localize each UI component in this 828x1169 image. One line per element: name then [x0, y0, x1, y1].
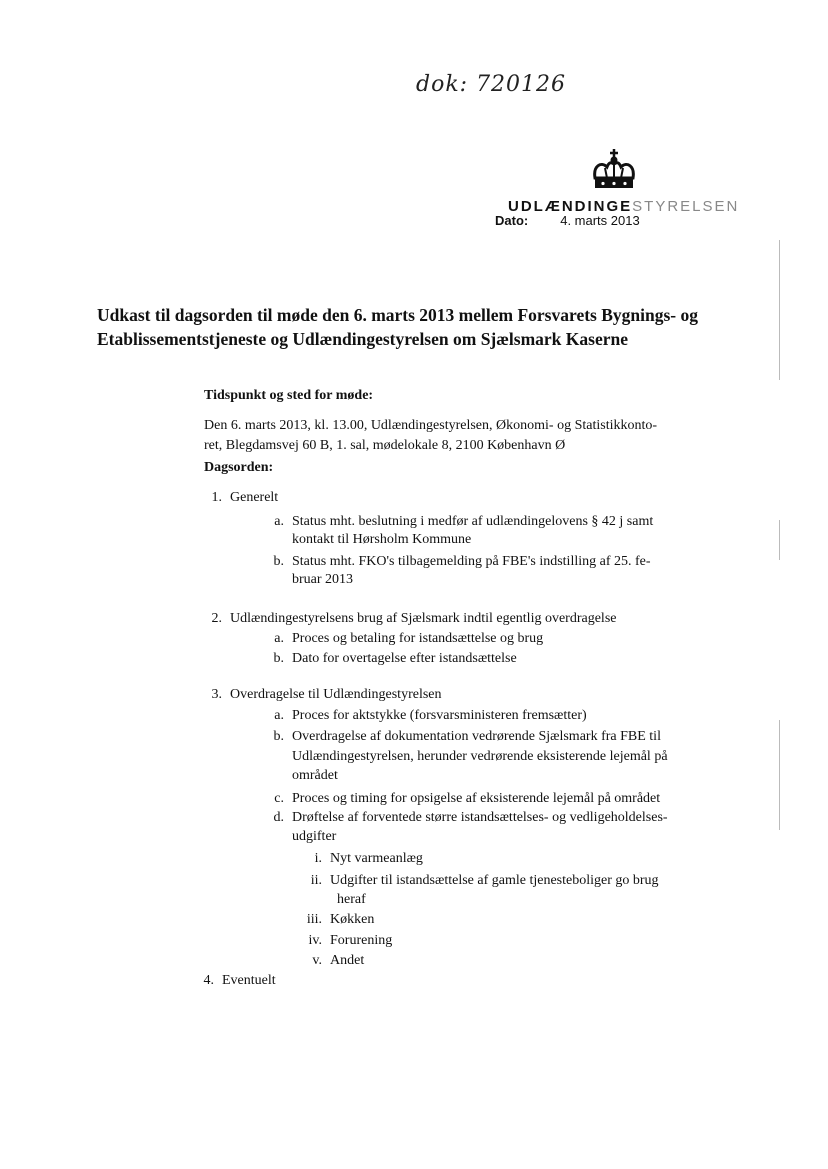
agenda-subitem-ii-line-2: heraf	[337, 892, 366, 907]
item-label: Overdragelse til Udlændingestyrelsen	[230, 687, 442, 702]
agenda-item-1	[200, 488, 278, 508]
item-label: Udlændingestyrelsens brug af Sjælsmark indtil egentlig overdragelse	[230, 611, 617, 626]
meeting-line-2: ret, Blegdamsvej 60 B, 1. sal, mødelokale 8, 2100 København Ø	[204, 438, 566, 453]
item-number: 4.	[203, 973, 214, 988]
item-marker: c.	[274, 791, 284, 806]
agenda-subitem-v	[300, 951, 364, 971]
agenda-item-1a-line-2: kontakt til Hørsholm Kommune	[292, 532, 472, 547]
item-text: Køkken	[330, 912, 375, 927]
agency-name-bold: UDLÆNDINGE	[508, 198, 633, 215]
agenda-item-2	[200, 609, 616, 629]
item-text: Status mht. FKO's tilbagemelding på FBE's indstilling af 25. fe-	[292, 554, 651, 569]
item-text: Proces for aktstykke (forsvarsministeren fremsætter)	[292, 708, 587, 723]
item-label: Eventuelt	[222, 973, 276, 988]
scan-artifact-line	[779, 720, 780, 830]
item-marker: a.	[274, 631, 284, 646]
agenda-item-1b	[262, 552, 651, 572]
scan-artifact-line	[779, 240, 780, 380]
agenda-item-3c	[262, 789, 660, 809]
item-label: Generelt	[230, 490, 279, 505]
meeting-details	[204, 416, 704, 456]
item-marker: iii.	[306, 912, 322, 927]
crown-icon	[590, 148, 638, 192]
item-marker: a.	[274, 708, 284, 723]
document-title	[97, 303, 737, 351]
item-marker: b.	[273, 651, 284, 666]
item-number: 2.	[211, 611, 222, 626]
agenda-item-3b-line-2: Udlændingestyrelsen, herunder vedrørende eksisterende lejemål på	[292, 749, 668, 764]
agenda-item-3a	[262, 706, 587, 726]
agenda-subitem-i	[300, 849, 423, 869]
item-number: 1.	[211, 490, 222, 505]
agenda-subitem-iii	[300, 910, 374, 930]
item-marker: b.	[273, 729, 284, 744]
agenda-heading: Dagsorden:	[204, 460, 274, 475]
handwritten-document-number: dok: 720126	[416, 72, 567, 97]
agenda-item-1b-line-2: bruar 2013	[292, 572, 354, 587]
item-text: Andet	[330, 953, 365, 968]
scan-artifact-line	[779, 520, 780, 560]
agenda-item-3d-line-2: udgifter	[292, 829, 337, 844]
item-marker: ii.	[310, 873, 322, 888]
item-number: 3.	[211, 687, 222, 702]
agenda-subitem-iv	[300, 931, 392, 951]
item-text: Proces og betaling for istandsættelse og brug	[292, 631, 544, 646]
item-text: Proces og timing for opsigelse af eksisterende lejemål på området	[292, 791, 661, 806]
agenda-item-2b	[262, 649, 517, 669]
item-marker: iv.	[308, 933, 322, 948]
agenda-item-1a	[262, 512, 653, 532]
meeting-heading: Tidspunkt og sted for møde:	[204, 388, 374, 403]
item-marker: b.	[273, 554, 284, 569]
meeting-line-1: Den 6. marts 2013, kl. 13.00, Udlændingestyrelsen, Økonomi- og Statistikkonto-	[204, 418, 658, 433]
title-line-2: Etablissementstjeneste og Udlændingestyrelsen om Sjælsmark Kaserne	[97, 329, 628, 349]
date-value: 4. marts 2013	[560, 213, 640, 228]
title-line-1: Udkast til dagsorden til møde den 6. marts 2013 mellem Forsvarets Bygnings- og	[97, 305, 698, 325]
agenda-item-4	[192, 971, 276, 991]
item-marker: v.	[312, 953, 322, 968]
item-text: Status mht. beslutning i medfør af udlændingelovens § 42 j samt	[292, 514, 654, 529]
item-text: Dato for overtagelse efter istandsættelse	[292, 651, 517, 666]
item-text: Overdragelse af dokumentation vedrørende Sjælsmark fra FBE til	[292, 729, 661, 744]
item-text: Udgifter til istandsættelse af gamle tjenesteboliger go brug	[330, 873, 659, 888]
item-marker: d.	[273, 810, 284, 825]
agenda-item-3b	[262, 727, 661, 747]
agenda-item-2a	[262, 629, 543, 649]
date-line	[495, 213, 640, 228]
agenda-item-3d	[262, 808, 668, 828]
item-text: Nyt varmeanlæg	[330, 851, 423, 866]
item-marker: i.	[314, 851, 322, 866]
item-text: Drøftelse af forventede større istandsættelses- og vedligeholdelses-	[292, 810, 668, 825]
agenda-item-3b-line-3: området	[292, 768, 338, 783]
agency-name-light: STYRELSEN	[632, 198, 740, 215]
agenda-subitem-ii	[300, 871, 659, 891]
item-text: Forurening	[330, 933, 393, 948]
agenda-item-3	[200, 685, 442, 705]
item-marker: a.	[274, 514, 284, 529]
date-label: Dato:	[495, 213, 529, 228]
